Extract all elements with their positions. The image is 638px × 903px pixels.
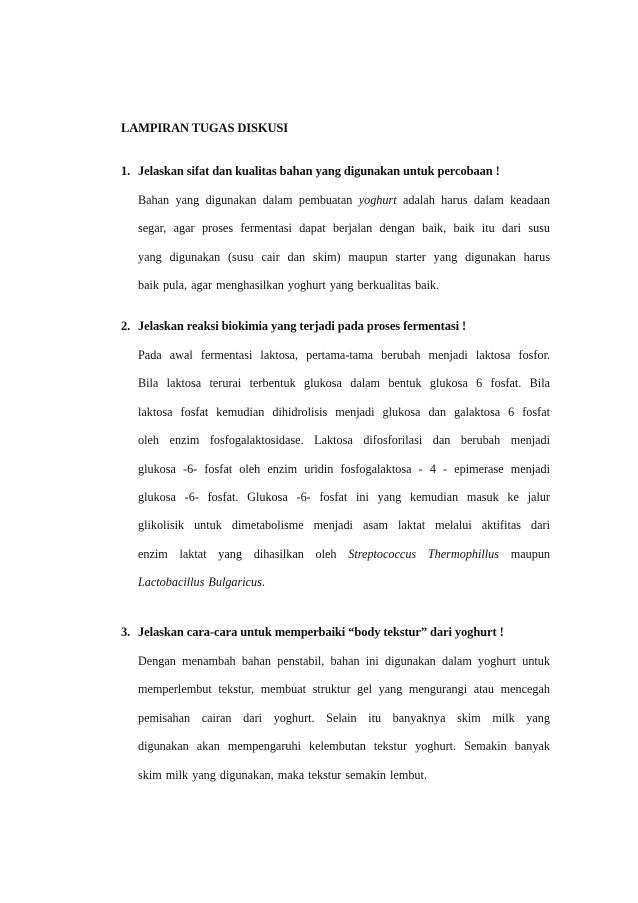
answer-line xyxy=(138,704,550,732)
question-number: 2. xyxy=(121,319,131,333)
question-text: Jelaskan sifat dan kualitas bahan yang digunakan untuk percobaan ! xyxy=(138,164,500,178)
line-text: Bila laktosa terurai terbentuk glukosa dalam bentuk glukosa 6 fosfat. Bila xyxy=(138,376,550,391)
italic-term: Lactobacillus Bulgaricus xyxy=(138,575,262,590)
answer-line xyxy=(138,426,550,454)
line-text: oleh enzim fosfogalaktosidase. Laktosa difosforilasi dan berubah menjadi xyxy=(138,433,550,448)
line-text: glikolisik untuk dimetabolisme menjadi asam laktat melalui aktifitas dari xyxy=(138,518,550,533)
answer-line xyxy=(138,483,550,511)
answer-line xyxy=(138,732,550,760)
line-text: laktosa fosfat kemudian dihidrolisis menjadi glukosa dan galaktosa 6 fosfat xyxy=(138,404,550,419)
line-text: pemisahan cairan dari yoghurt. Selain itu banyaknya skim milk yang xyxy=(138,710,550,725)
line-text: maupun xyxy=(499,546,551,561)
answer-line xyxy=(138,568,550,596)
question-number: 1. xyxy=(121,164,131,178)
line-text: Bahan yang digunakan dalam pembuatan xyxy=(138,193,359,207)
answer-line xyxy=(138,540,550,568)
answer-line xyxy=(138,647,550,675)
answer-line xyxy=(138,341,550,369)
answer-line xyxy=(138,455,550,483)
line-text: enzim laktat yang dihasilkan oleh xyxy=(138,546,349,561)
question-2-heading xyxy=(121,319,466,334)
line-text: adalah harus dalam keadaan xyxy=(396,193,551,207)
answer-line xyxy=(138,398,550,426)
line-text: segar, agar proses fermentasi dapat berjalan dengan baik, baik itu dari susu xyxy=(138,221,550,236)
line-text: baik pula, agar menghasilkan yoghurt yang berkualitas baik. xyxy=(138,278,440,293)
italic-term: Streptococcus Thermophillus xyxy=(348,546,500,561)
answer-line xyxy=(138,761,550,789)
answer-line xyxy=(138,675,550,703)
line-text: glukosa -6- fosfat. Glukosa -6- fosfat ini yang kemudian masuk ke jalur xyxy=(138,489,550,504)
answer-line xyxy=(138,243,550,271)
question-1-heading xyxy=(121,164,500,179)
line-text: yang digunakan (susu cair dan skim) maupun starter yang digunakan harus xyxy=(138,249,550,264)
answer-line xyxy=(138,214,550,242)
question-number: 3. xyxy=(121,625,131,639)
question-3-heading xyxy=(121,625,504,640)
line-text: digunakan akan mempengaruhi kelembutan tekstur yoghurt. Semakin banyak xyxy=(138,739,550,754)
page-title: LAMPIRAN TUGAS DISKUSI xyxy=(121,121,289,135)
line-text: glukosa -6- fosfat oleh enzim uridin fosfogalaktosa - 4 - epimerase menjadi xyxy=(138,461,550,476)
line-text: memperlembut tekstur, membuat struktur gel yang mengurangi atau mencegah xyxy=(138,682,550,697)
line-text: skim milk yang digunakan, maka tekstur semakin lembut. xyxy=(138,767,427,782)
question-text: Jelaskan cara-cara untuk memperbaiki “body tekstur” dari yoghurt ! xyxy=(138,625,504,639)
answer-line xyxy=(138,369,550,397)
line-text: Pada awal fermentasi laktosa, pertama-tama berubah menjadi laktosa fosfor. xyxy=(138,348,550,362)
question-2-answer xyxy=(138,341,550,597)
answer-line xyxy=(138,271,550,299)
line-text: . xyxy=(261,575,265,590)
answer-line xyxy=(138,511,550,539)
answer-line xyxy=(138,186,550,214)
question-3-answer xyxy=(138,647,550,789)
italic-term: yoghurt xyxy=(358,193,397,207)
question-1-answer xyxy=(138,186,550,300)
line-text: Dengan menambah bahan penstabil, bahan ini digunakan dalam yoghurt untuk xyxy=(138,654,550,668)
question-text: Jelaskan reaksi biokimia yang terjadi pada proses fermentasi ! xyxy=(138,319,467,333)
